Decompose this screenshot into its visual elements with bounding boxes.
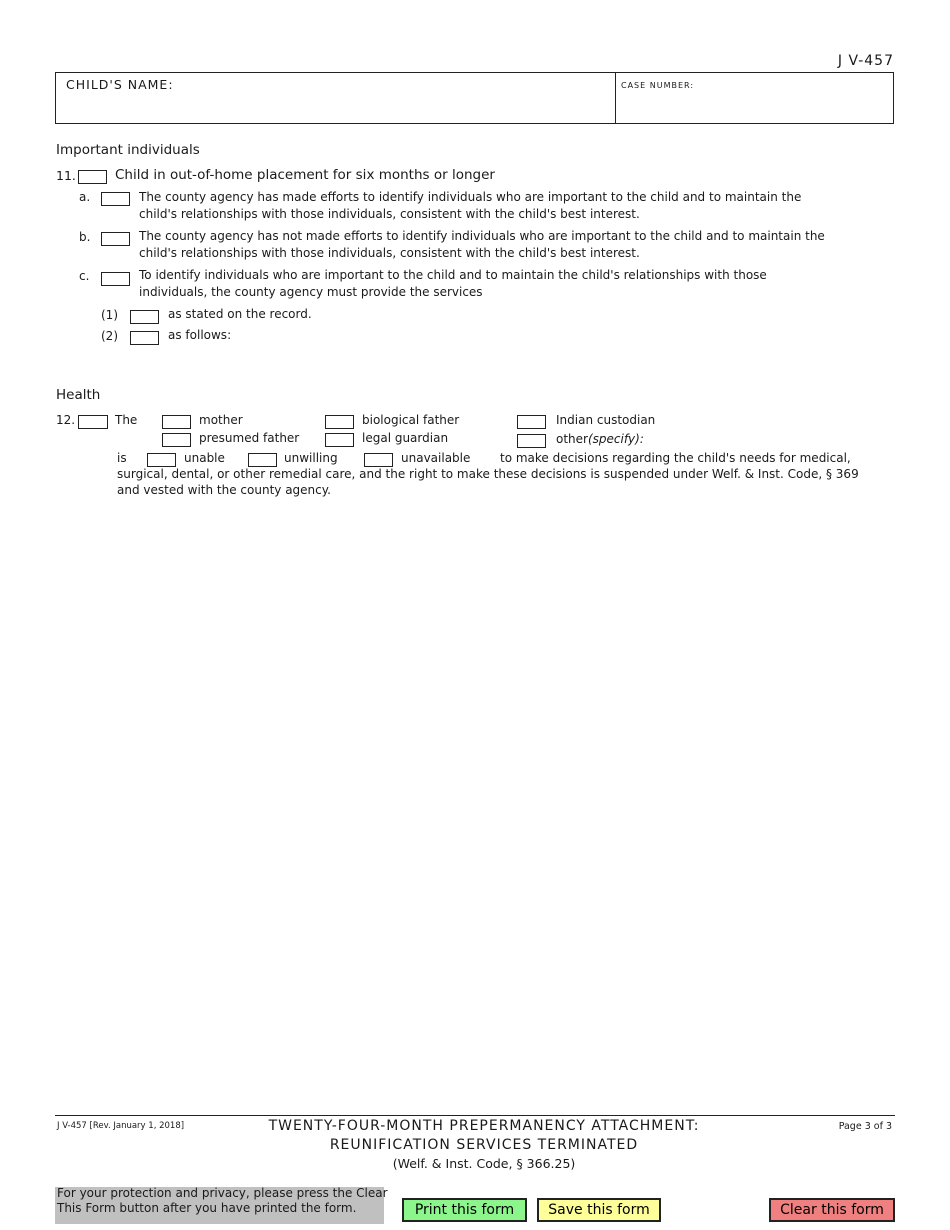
item-11c2-text-field[interactable]	[240, 327, 890, 367]
item-11a-line1: The county agency has made efforts to identify individuals who are important to the child and to maintain the	[139, 190, 802, 204]
save-form-button[interactable]: Save this form	[537, 1198, 661, 1222]
section-title-important: Important individuals	[56, 142, 200, 158]
item-12-checkbox[interactable]	[78, 415, 108, 429]
form-id: J V-457	[837, 53, 894, 69]
item-11c2-checkbox[interactable]	[130, 331, 159, 345]
case-number-label: CASE NUMBER:	[621, 81, 695, 90]
other-text: other	[556, 432, 588, 446]
health-text-line1: to make decisions regarding the child's needs for medical,	[500, 451, 851, 465]
item-11a-checkbox[interactable]	[101, 192, 130, 206]
legal-guardian-label: legal guardian	[362, 431, 449, 445]
footer-title-line2: REUNIFICATION SERVICES TERMINATED	[329, 1137, 639, 1153]
header-box	[55, 72, 894, 124]
item-11c1-label: as stated on the record.	[168, 307, 312, 321]
indian-custodian-checkbox[interactable]	[517, 415, 546, 429]
section-title-health: Health	[56, 387, 101, 403]
item-11-checkbox[interactable]	[78, 170, 107, 184]
legal-guardian-checkbox[interactable]	[325, 433, 354, 447]
footer-page: Page 3 of 3	[838, 1121, 892, 1132]
indian-custodian-label: Indian custodian	[556, 413, 656, 427]
other-label	[556, 431, 644, 448]
case-number-field[interactable]	[617, 93, 892, 121]
footer-rule	[55, 1115, 895, 1116]
footer-form-rev: J V-457 [Rev. January 1, 2018]	[57, 1121, 185, 1131]
item-11c2-label: as follows:	[168, 328, 232, 342]
health-text-line2: surgical, dental, or other remedial care, and the right to make these decisions is suspended under Welf. & Inst. Code, § 369	[117, 467, 859, 481]
is-label: is	[117, 451, 127, 465]
item-11b-line2: child's relationships with those individuals, consistent with the child's best interest.	[139, 246, 640, 260]
footer-code: (Welf. & Inst. Code, § 366.25)	[392, 1156, 576, 1171]
item-11-label: Child in out-of-home placement for six months or longer	[115, 167, 495, 183]
unwilling-checkbox[interactable]	[248, 453, 277, 467]
item-11c1-checkbox[interactable]	[130, 310, 159, 324]
unable-checkbox[interactable]	[147, 453, 176, 467]
item-11c1-number: (1)	[101, 308, 118, 322]
mother-label: mother	[199, 413, 243, 427]
health-text-line3: and vested with the county agency.	[117, 483, 331, 497]
unavailable-checkbox[interactable]	[364, 453, 393, 467]
biological-father-label: biological father	[362, 413, 460, 427]
item-11c-line1: To identify individuals who are important to the child and to maintain the child's relationships with those	[139, 268, 767, 282]
unavailable-label: unavailable	[401, 451, 471, 465]
presumed-father-label: presumed father	[199, 431, 300, 445]
print-form-button[interactable]: Print this form	[402, 1198, 527, 1222]
footer-title-line1: TWENTY-FOUR-MONTH PREPERMANENCY ATTACHMENT:	[268, 1118, 700, 1134]
item-11c-checkbox[interactable]	[101, 272, 130, 286]
childs-name-field[interactable]	[57, 93, 613, 121]
item-12-the-label: The	[115, 413, 138, 427]
item-11-number: 11.	[56, 168, 76, 183]
specify-text: (specify):	[587, 432, 644, 446]
item-11b-letter: b.	[79, 230, 91, 244]
item-11a-line2: child's relationships with those individuals, consistent with the child's best interest.	[139, 207, 640, 221]
unable-label: unable	[184, 451, 225, 465]
privacy-line2: This Form button after you have printed the form.	[57, 1201, 357, 1215]
item-11c-letter: c.	[79, 269, 90, 283]
mother-checkbox[interactable]	[162, 415, 191, 429]
privacy-line1: For your protection and privacy, please press the Clear	[57, 1186, 388, 1200]
biological-father-checkbox[interactable]	[325, 415, 354, 429]
item-11b-line1: The county agency has not made efforts to identify individuals who are important to the child and to maintain the	[139, 229, 825, 243]
unwilling-label: unwilling	[284, 451, 338, 465]
other-specify-field[interactable]	[650, 430, 890, 447]
item-11c2-number: (2)	[101, 329, 118, 343]
item-11c-line2: individuals, the county agency must provide the services	[139, 285, 483, 299]
privacy-notice	[55, 1186, 388, 1224]
item-12-number: 12.	[56, 413, 76, 427]
presumed-father-checkbox[interactable]	[162, 433, 191, 447]
clear-form-button[interactable]: Clear this form	[769, 1198, 895, 1222]
item-11b-checkbox[interactable]	[101, 232, 130, 246]
item-11a-letter: a.	[79, 190, 91, 204]
other-checkbox[interactable]	[517, 434, 546, 448]
header-divider	[615, 73, 616, 123]
childs-name-label: CHILD'S NAME:	[66, 77, 174, 92]
